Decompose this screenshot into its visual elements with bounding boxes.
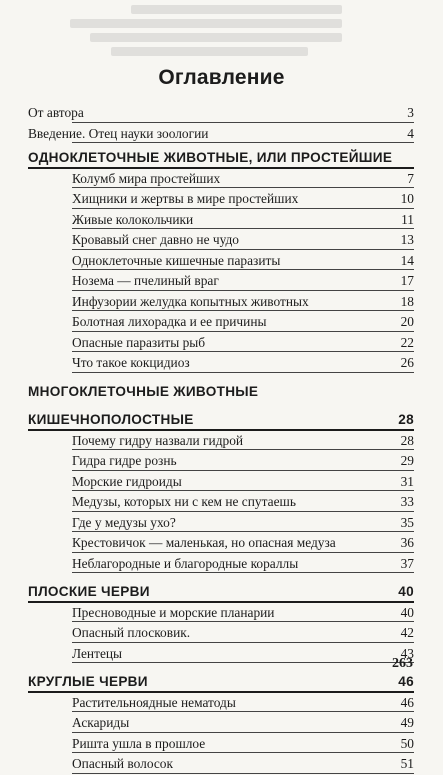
toc-entry-page: 50 (400, 735, 414, 751)
leader-rule (72, 552, 414, 553)
leader-rule (72, 621, 414, 622)
toc-entry-page: 37 (400, 555, 414, 571)
toc-entry (28, 169, 414, 190)
toc-entry-title: Болотная лихорадка и ее причины (72, 314, 267, 329)
leader-rule (72, 732, 414, 733)
toc-entry (28, 513, 414, 534)
toc-entry-title: КИШЕЧНОПОЛОСТНЫЕ (28, 412, 194, 427)
toc-section-heading (28, 410, 414, 431)
leader-rule (72, 208, 414, 209)
toc-entry-title: Хищники и жертвы в мире простейших (72, 191, 299, 206)
toc-section-heading (28, 672, 414, 693)
toc-entry-page: 40 (398, 584, 414, 599)
leader-rule (72, 470, 414, 471)
toc-entry (28, 533, 414, 554)
toc-entry (28, 124, 414, 145)
toc-entry (28, 230, 414, 251)
leader-rule (72, 331, 414, 332)
toc-entry-title: ПЛОСКИЕ ЧЕРВИ (28, 584, 150, 599)
leader-rule (72, 711, 414, 712)
toc-entry (28, 644, 414, 665)
leader-rule (72, 290, 414, 291)
toc-entry-title: Опасный плосковик. (72, 625, 191, 640)
toc-entry-page: 17 (400, 273, 414, 288)
toc-entry (28, 734, 414, 755)
toc-entry (28, 713, 414, 734)
toc-entry (28, 693, 414, 714)
toc-entry-page: 31 (400, 473, 414, 489)
toc-entry-page: 28 (398, 412, 414, 427)
toc-entry (28, 103, 414, 124)
section-spacer (28, 402, 414, 410)
section-spacer (28, 574, 414, 582)
toc-entry (28, 251, 414, 272)
toc-entry-title: Нозема — пчелиный враг (72, 273, 219, 288)
toc-entry-page: 13 (400, 232, 414, 247)
toc-entry-title: Живые колокольчики (72, 211, 194, 227)
toc-entry-page: 28 (400, 432, 414, 448)
toc-entry (28, 271, 414, 292)
toc-entry-page: 22 (400, 334, 414, 350)
toc-entry-page: 35 (400, 514, 414, 530)
page-number: 263 (392, 656, 413, 671)
toc-entry-page: 46 (400, 694, 414, 710)
toc-entry (28, 754, 414, 775)
toc-entry (28, 603, 414, 624)
toc-entry-title: ОДНОКЛЕТОЧНЫЕ ЖИВОТНЫЕ, ИЛИ ПРОСТЕЙШИЕ (28, 150, 393, 165)
toc-entry-title: Опасные паразиты рыб (72, 334, 206, 350)
toc-entry-title: Одноклеточные кишечные паразиты (72, 252, 281, 268)
toc-entry-title: Где у медузы ухо? (72, 514, 176, 530)
leader-rule (72, 249, 414, 250)
toc-entry (28, 210, 414, 231)
toc-entry (28, 353, 414, 374)
toc-entry-title: Опасный волосок (72, 756, 174, 771)
toc-entry-title: Морские гидроиды (72, 473, 182, 489)
section-spacer (28, 664, 414, 672)
toc-entry (28, 492, 414, 513)
toc-entry-title: Аскариды (72, 715, 130, 730)
leader-rule (72, 142, 414, 143)
toc-entry-title: МНОГОКЛЕТОЧНЫЕ ЖИВОТНЫЕ (28, 383, 259, 399)
toc-section-heading (28, 582, 414, 603)
leader-rule (72, 187, 414, 188)
leader-rule (72, 269, 414, 270)
toc-entry (28, 292, 414, 313)
leader-rule (72, 531, 414, 532)
leader-rule (72, 449, 414, 450)
leader-rule (72, 310, 414, 311)
toc-entry-page: 51 (400, 756, 414, 771)
toc-entry-page: 11 (401, 211, 414, 227)
toc-entry-page: 29 (400, 453, 414, 468)
toc-entry (28, 189, 414, 210)
toc-entry-page: 49 (400, 715, 414, 730)
leader-rule (72, 490, 414, 491)
toc-entry (28, 472, 414, 493)
leader-rule (72, 372, 414, 373)
leader-rule (72, 642, 414, 643)
toc-entry-title: Ришта ушла в прошлое (72, 735, 206, 751)
toc-entry-page: 20 (400, 314, 414, 329)
section-spacer (28, 374, 414, 382)
toc-entry-title: От автора (28, 105, 84, 120)
toc-entry (28, 554, 414, 575)
toc-entry-title: Крестовичок — маленькая, но опасная медуза (72, 535, 336, 550)
toc-entry-title: Неблагородные и благородные кораллы (72, 555, 299, 571)
toc-entry-title: Введение. Отец науки зоологии (28, 125, 209, 141)
show-through-text (70, 0, 410, 62)
leader-rule (72, 228, 414, 229)
toc-entry (28, 333, 414, 354)
toc-entry-page: 7 (407, 170, 414, 186)
toc-entry-title: Пресноводные и морские планарии (72, 604, 275, 620)
toc-entry-page: 4 (407, 125, 414, 141)
toc-entry-title: Растительноядные нематоды (72, 694, 236, 710)
toc-entry (28, 312, 414, 333)
toc-section-heading (28, 148, 414, 169)
toc-entry-title: Гидра гидре рознь (72, 453, 177, 468)
leader-rule (72, 662, 414, 663)
toc-entry-page: 40 (400, 604, 414, 620)
toc-section-heading (28, 382, 414, 403)
page-title: Оглавление (158, 66, 285, 89)
toc-entry (28, 431, 414, 452)
leader-rule (72, 752, 414, 753)
toc-entry-page: 33 (400, 494, 414, 509)
toc-entry-title: Колумб мира простейших (72, 170, 221, 186)
toc-entry-title: Медузы, которых ни с кем не спутаешь (72, 494, 296, 509)
toc-entry-page: 26 (400, 355, 414, 370)
toc-entry (28, 623, 414, 644)
leader-rule (72, 351, 414, 352)
toc-entry-title: Кровавый снег давно не чудо (72, 232, 239, 247)
toc-entry-title: Почему гидру назвали гидрой (72, 432, 244, 448)
toc-entry-page: 10 (400, 191, 414, 206)
leader-rule (72, 572, 414, 573)
toc-entry (28, 451, 414, 472)
toc-entry-page: 14 (400, 252, 414, 268)
leader-rule (72, 773, 414, 774)
leader-rule (72, 122, 414, 123)
toc-entry-page: 3 (407, 105, 414, 120)
toc-entry-page: 18 (400, 293, 414, 309)
table-of-contents (28, 103, 414, 775)
toc-entry-page: 43 (400, 645, 414, 661)
toc-entry-title: Лентецы (72, 645, 123, 661)
toc-entry-title: Что такое кокцидиоз (72, 355, 190, 370)
toc-entry-page: 46 (398, 674, 414, 689)
leader-rule (72, 511, 414, 512)
toc-entry-page: 36 (400, 535, 414, 550)
toc-entry-title: Инфузории желудка копытных животных (72, 293, 309, 309)
toc-entry-title: КРУГЛЫЕ ЧЕРВИ (28, 674, 148, 689)
toc-entry-page: 42 (400, 625, 414, 640)
